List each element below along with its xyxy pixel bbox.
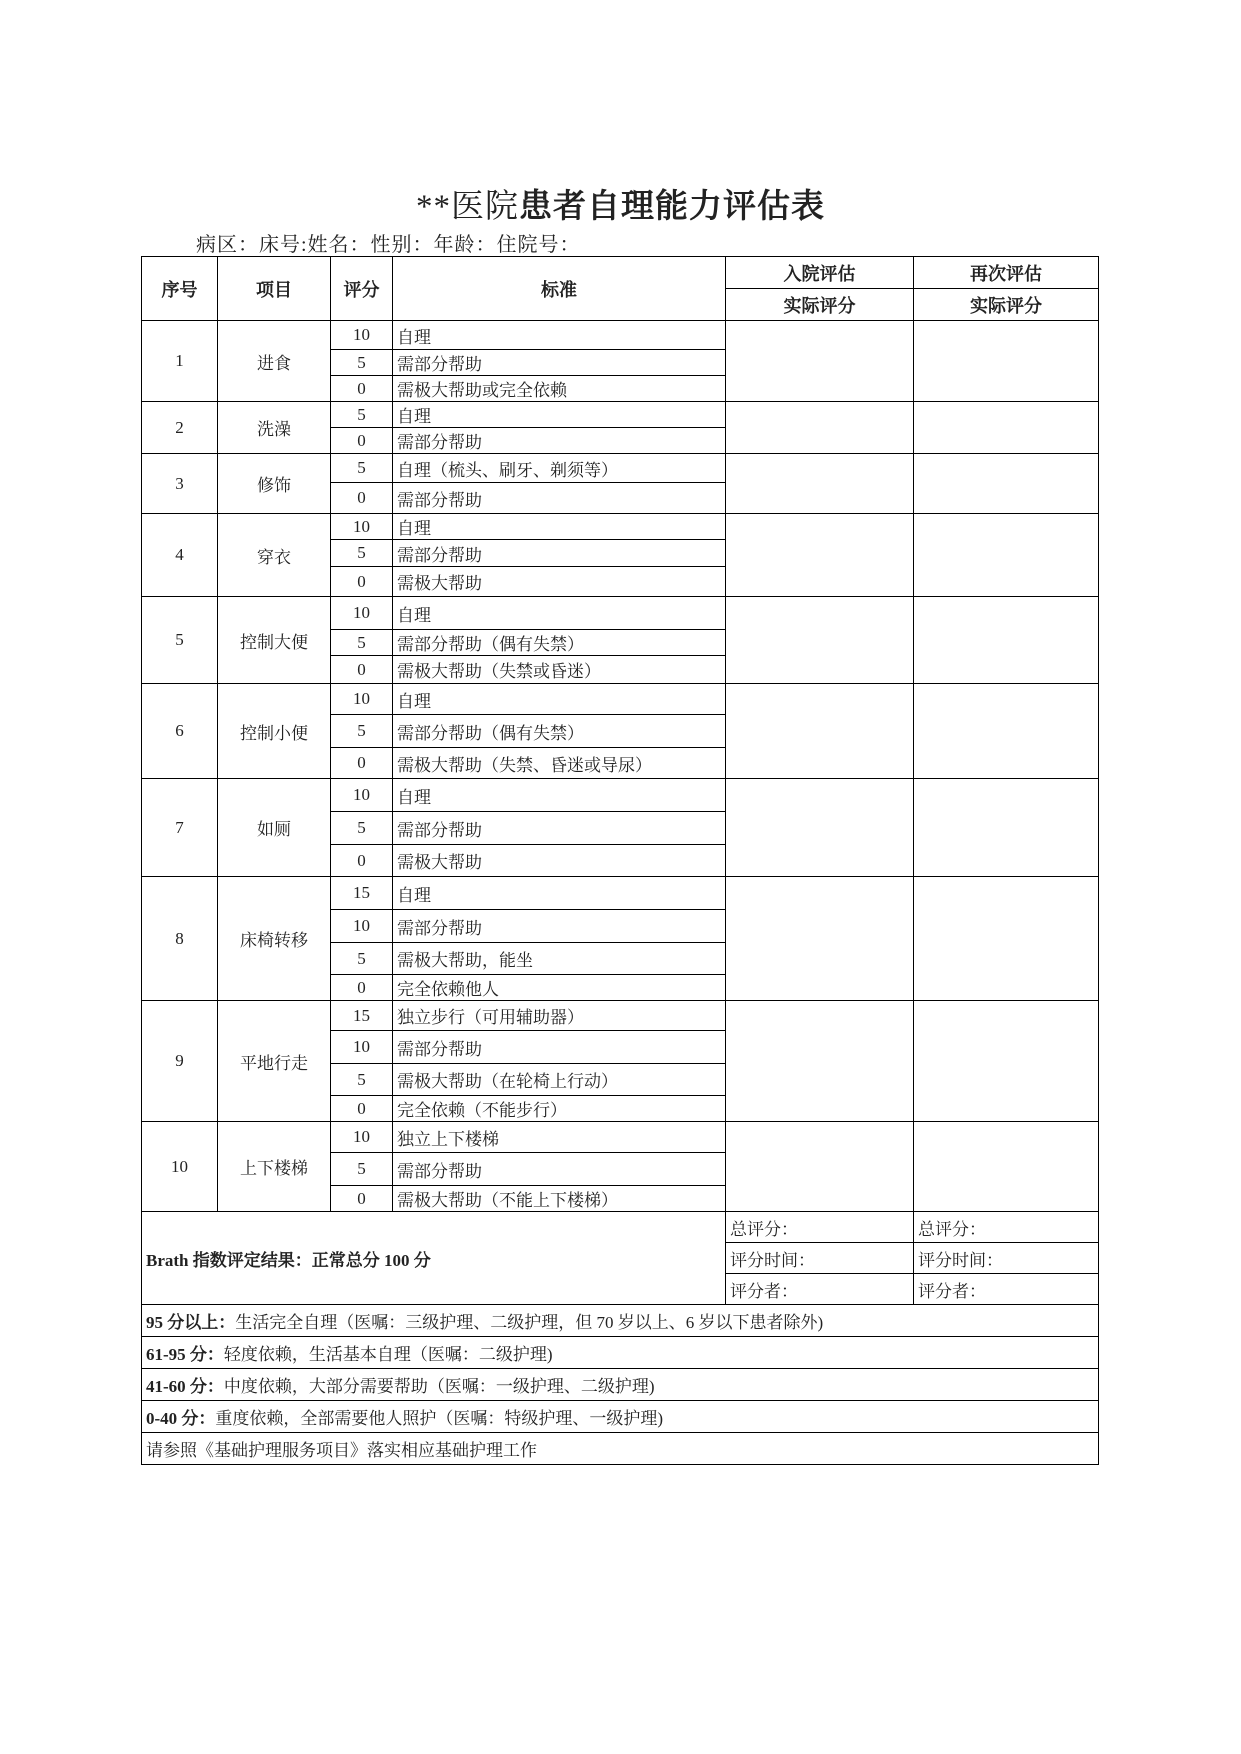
table-row: [142, 877, 1099, 910]
note-range: 41-60 分：: [146, 1377, 224, 1396]
rater-label-admission[interactable]: 评分者：: [726, 1274, 914, 1305]
score-value: 0: [331, 656, 393, 684]
note-row: [142, 1433, 1099, 1465]
note-range: 95 分以上：: [146, 1313, 236, 1332]
header-standard: 标准: [393, 257, 726, 321]
reassess-score-cell[interactable]: [914, 1122, 1099, 1212]
note-row: [142, 1369, 1099, 1401]
reassess-score-cell[interactable]: [914, 877, 1099, 1001]
score-value: 10: [331, 514, 393, 540]
score-value: 5: [331, 402, 393, 428]
standard-text: 需极大帮助或完全依赖: [393, 376, 726, 402]
item-name: 床椅转移: [218, 877, 331, 1001]
standard-text: 自理: [393, 402, 726, 428]
note-description: 轻度依赖，生活基本自理（医嘱：二级护理): [223, 1345, 553, 1364]
score-value: 5: [331, 812, 393, 845]
standard-text: 需极大帮助: [393, 845, 726, 877]
standard-text: 需极大帮助（失禁、昏迷或导尿）: [393, 748, 726, 779]
item-name: 控制小便: [218, 684, 331, 779]
item-number: 9: [142, 1001, 218, 1122]
table-row: [142, 1001, 1099, 1031]
header-item: 项目: [218, 257, 331, 321]
reassess-score-cell[interactable]: [914, 597, 1099, 684]
admission-score-cell[interactable]: [726, 597, 914, 684]
score-value: 10: [331, 597, 393, 630]
standard-text: 自理: [393, 877, 726, 910]
score-value: 5: [331, 943, 393, 975]
score-value: 0: [331, 567, 393, 597]
score-time-label-reassess[interactable]: 评分时间：: [914, 1243, 1099, 1274]
assessment-table: [141, 256, 1099, 1465]
score-value: 0: [331, 1186, 393, 1212]
admission-score-cell[interactable]: [726, 1122, 914, 1212]
standard-text: 需部分帮助: [393, 910, 726, 943]
table-row: [142, 514, 1099, 540]
standard-text: 完全依赖他人: [393, 975, 726, 1001]
item-number: 6: [142, 684, 218, 779]
note-row: [142, 1401, 1099, 1433]
score-value: 5: [331, 454, 393, 483]
item-number: 1: [142, 321, 218, 402]
standard-text: 自理（梳头、刷牙、剃须等）: [393, 454, 726, 483]
admission-score-cell[interactable]: [726, 779, 914, 877]
item-name: 进食: [218, 321, 331, 402]
standard-text: 需部分帮助: [393, 1153, 726, 1186]
score-value: 10: [331, 1122, 393, 1153]
standard-text: 自理: [393, 684, 726, 715]
standard-text: 需部分帮助（偶有失禁）: [393, 715, 726, 748]
score-value: 10: [331, 684, 393, 715]
note-row: [142, 1337, 1099, 1369]
header-reassess: 再次评估: [914, 257, 1099, 289]
standard-text: 独立步行（可用辅助器）: [393, 1001, 726, 1031]
reassess-score-cell[interactable]: [914, 321, 1099, 402]
header-actual-2: 实际评分: [914, 289, 1099, 321]
score-value: 10: [331, 321, 393, 350]
rater-label-reassess[interactable]: 评分者：: [914, 1274, 1099, 1305]
admission-score-cell[interactable]: [726, 1001, 914, 1122]
standard-text: 需部分帮助: [393, 1031, 726, 1064]
score-value: 5: [331, 715, 393, 748]
standard-text: 需部分帮助: [393, 540, 726, 567]
patient-info-line: 病区：床号:姓名：性别：年龄：住院号：: [196, 234, 581, 256]
score-value: 15: [331, 1001, 393, 1031]
score-value: 5: [331, 540, 393, 567]
score-value: 0: [331, 376, 393, 402]
score-value: 0: [331, 748, 393, 779]
table-row: [142, 597, 1099, 630]
header-actual-1: 实际评分: [726, 289, 914, 321]
score-value: 15: [331, 877, 393, 910]
table-row: [142, 321, 1099, 350]
standard-text: 自理: [393, 321, 726, 350]
standard-text: 需部分帮助: [393, 428, 726, 454]
score-value: 0: [331, 975, 393, 1001]
standard-text: 需极大帮助（失禁或昏迷）: [393, 656, 726, 684]
note-description: 重度依赖，全部需要他人照护（医嘱：特级护理、一级护理): [215, 1409, 664, 1428]
header-score: 评分: [331, 257, 393, 321]
standard-text: 需极大帮助（不能上下楼梯）: [393, 1186, 726, 1212]
item-name: 穿衣: [218, 514, 331, 597]
admission-score-cell[interactable]: [726, 877, 914, 1001]
item-number: 4: [142, 514, 218, 597]
total-score-label-reassess[interactable]: 总评分：: [914, 1212, 1099, 1243]
table-row: [142, 684, 1099, 715]
standard-text: 自理: [393, 597, 726, 630]
item-number: 10: [142, 1122, 218, 1212]
item-number: 2: [142, 402, 218, 454]
score-value: 5: [331, 1064, 393, 1096]
reassess-score-cell[interactable]: [914, 1001, 1099, 1122]
item-name: 洗澡: [218, 402, 331, 454]
item-name: 控制大便: [218, 597, 331, 684]
note-text: [142, 1433, 1099, 1465]
note-text: [142, 1369, 1099, 1401]
score-value: 10: [331, 1031, 393, 1064]
total-score-label-admission[interactable]: 总评分：: [726, 1212, 914, 1243]
standard-text: 自理: [393, 779, 726, 812]
admission-score-cell[interactable]: [726, 321, 914, 402]
note-description: 中度依赖，大部分需要帮助（医嘱：一级护理、二级护理): [223, 1377, 655, 1396]
header-admission: 入院评估: [726, 257, 914, 289]
reassess-score-cell[interactable]: [914, 514, 1099, 597]
note-text: [142, 1305, 1099, 1337]
title-main: 患者自理能力评估表: [519, 189, 825, 225]
standard-text: 完全依赖（不能步行）: [393, 1096, 726, 1122]
standard-text: 需极大帮助: [393, 567, 726, 597]
item-number: 7: [142, 779, 218, 877]
note-range: 0-40 分：: [146, 1409, 216, 1428]
score-value: 5: [331, 1153, 393, 1186]
standard-text: 需部分帮助（偶有失禁）: [393, 630, 726, 656]
score-time-label-admission[interactable]: 评分时间：: [726, 1243, 914, 1274]
note-range: 61-95 分：: [146, 1345, 224, 1364]
standard-text: 自理: [393, 514, 726, 540]
note-row: [142, 1305, 1099, 1337]
standard-text: 需部分帮助: [393, 483, 726, 514]
score-value: 0: [331, 1096, 393, 1122]
header-row-1: [142, 257, 1099, 289]
note-description: 请参照《基础护理服务项目》落实相应基础护理工作: [146, 1441, 537, 1460]
standard-text: 需部分帮助: [393, 350, 726, 376]
reassess-score-cell[interactable]: [914, 684, 1099, 779]
table-row: [142, 779, 1099, 812]
score-value: 5: [331, 630, 393, 656]
standard-text: 独立上下楼梯: [393, 1122, 726, 1153]
standard-text: 需极大帮助，能坐: [393, 943, 726, 975]
item-number: 5: [142, 597, 218, 684]
item-number: 3: [142, 454, 218, 514]
item-name: 上下楼梯: [218, 1122, 331, 1212]
result-label: Brath 指数评定结果：正常总分 100 分: [142, 1212, 726, 1305]
admission-score-cell[interactable]: [726, 684, 914, 779]
score-value: 10: [331, 910, 393, 943]
admission-score-cell[interactable]: [726, 514, 914, 597]
note-text: [142, 1337, 1099, 1369]
admission-score-cell[interactable]: [726, 454, 914, 514]
table-row: [142, 402, 1099, 428]
reassess-score-cell[interactable]: [914, 454, 1099, 514]
score-value: 5: [331, 350, 393, 376]
reassess-score-cell[interactable]: [914, 779, 1099, 877]
page-title: [0, 180, 1241, 227]
header-no: 序号: [142, 257, 218, 321]
table-row: [142, 454, 1099, 483]
score-value: 0: [331, 483, 393, 514]
score-value: 0: [331, 845, 393, 877]
item-name: 如厕: [218, 779, 331, 877]
standard-text: 需极大帮助（在轮椅上行动）: [393, 1064, 726, 1096]
item-name: 平地行走: [218, 1001, 331, 1122]
note-text: [142, 1401, 1099, 1433]
score-value: 10: [331, 779, 393, 812]
standard-text: 需部分帮助: [393, 812, 726, 845]
result-row: [142, 1212, 1099, 1243]
admission-score-cell[interactable]: [726, 402, 914, 454]
title-prefix: **医院: [416, 189, 519, 225]
score-value: 0: [331, 428, 393, 454]
table-row: [142, 1122, 1099, 1153]
reassess-score-cell[interactable]: [914, 402, 1099, 454]
item-number: 8: [142, 877, 218, 1001]
item-name: 修饰: [218, 454, 331, 514]
note-description: 生活完全自理（医嘱：三级护理、二级护理，但 70 岁以上、6 岁以下患者除外): [235, 1313, 824, 1332]
